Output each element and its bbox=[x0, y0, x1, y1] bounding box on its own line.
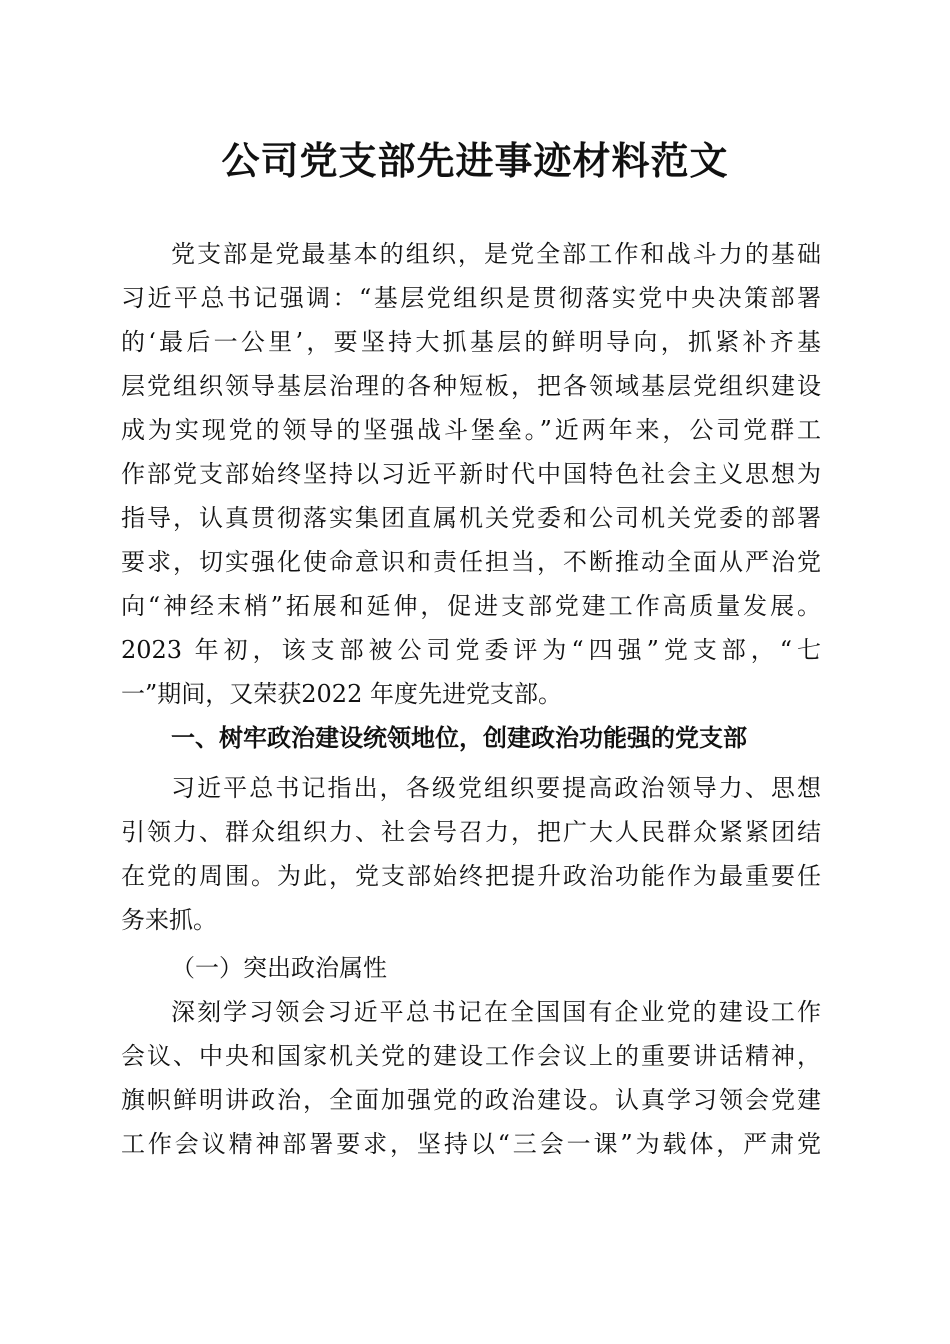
paragraph-line: 成为实现党的领导的坚强战斗堡垒。”近两年来，公司党群工 bbox=[121, 416, 821, 444]
paragraph-line: 2023 年初，该支部被公司党委评为“四强”党支部，“七 bbox=[121, 636, 821, 664]
paragraph-line: 习近平总书记强调：“基层党组织是贯彻落实党中央决策部署 bbox=[121, 284, 821, 312]
paragraph-line: 习近平总书记指出，各级党组织要提高政治领导力、思想 bbox=[171, 774, 821, 802]
paragraph-line: 务来抓。 bbox=[121, 906, 217, 934]
paragraph-line: 工作会议精神部署要求，坚持以“三会一课”为载体，严肃党 bbox=[121, 1130, 821, 1158]
subsection-heading: （一）突出政治属性 bbox=[171, 954, 387, 982]
paragraph-line: 指导，认真贯彻落实集团直属机关党委和公司机关党委的部署 bbox=[121, 504, 821, 532]
paragraph-line: 向“神经末梢”拓展和延伸，促进支部党建工作高质量发展。 bbox=[121, 592, 821, 620]
paragraph-line: 旗帜鲜明讲政治，全面加强党的政治建设。认真学习领会党建 bbox=[121, 1086, 821, 1114]
section-heading: 一、树牢政治建设统领地位，创建政治功能强的党支部 bbox=[171, 724, 747, 752]
paragraph-line: 层党组织领导基层治理的各种短板，把各领域基层党组织建设 bbox=[121, 372, 821, 400]
paragraph-line: 深刻学习领会习近平总书记在全国国有企业党的建设工作 bbox=[171, 998, 821, 1026]
paragraph-line: 一”期间，又荣获2022 年度先进党支部。 bbox=[121, 680, 562, 708]
paragraph-line: 党支部是党最基本的组织，是党全部工作和战斗力的基础 bbox=[171, 240, 821, 268]
paragraph-line: 会议、中央和国家机关党的建设工作会议上的重要讲话精神， bbox=[121, 1042, 821, 1070]
paragraph-line: 在党的周围。为此，党支部始终把提升政治功能作为最重要任 bbox=[121, 862, 821, 890]
paragraph-line: 的‘最后一公里’，要坚持大抓基层的鲜明导向，抓紧补齐基 bbox=[121, 328, 821, 356]
paragraph-line: 要求，切实强化使命意识和责任担当，不断推动全面从严治党 bbox=[121, 548, 821, 576]
paragraph-line: 作部党支部始终坚持以习近平新时代中国特色社会主义思想为 bbox=[121, 460, 821, 488]
document-title: 公司党支部先进事迹材料范文 bbox=[221, 138, 729, 183]
paragraph-line: 引领力、群众组织力、社会号召力，把广大人民群众紧紧团结 bbox=[121, 818, 821, 846]
